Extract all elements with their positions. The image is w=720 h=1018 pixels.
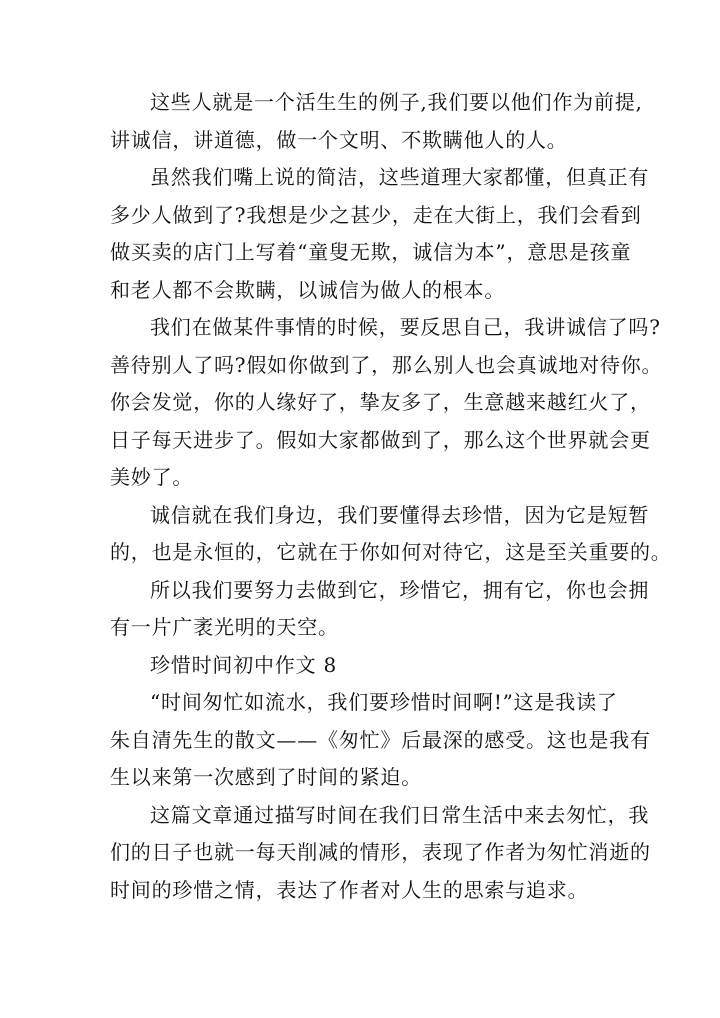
text-line: 时间的珍惜之情，表达了作者对人生的思索与追求。 bbox=[110, 877, 589, 902]
text-line: 的，也是永恒的，它就在于你如何对待它，这是至关重要的。 bbox=[110, 540, 672, 564]
text-line: 虽然我们嘴上说的简洁，这些道理大家都懂，但真正有 bbox=[150, 165, 650, 189]
text-line: 朱自清先生的散文——《匆忙》后最深的感受。这也是我有 bbox=[110, 727, 651, 752]
text-line: 做买卖的店门上写着“童叟无欺，诚信为本”，意思是孩童 bbox=[110, 240, 632, 264]
text-line: 美妙了。 bbox=[110, 465, 194, 489]
section-heading: 珍惜时间初中作文 8 bbox=[150, 652, 338, 677]
document-body bbox=[110, 84, 672, 909]
text-line: 善待别人了吗?假如你做到了，那么别人也会真诚地对待你。 bbox=[110, 352, 663, 377]
text-line: 这篇文章通过描写时间在我们日常生活中来去匆忙，我 bbox=[150, 802, 650, 827]
text-line: 所以我们要努力去做到它，珍惜它，拥有它，你也会拥 bbox=[150, 577, 650, 602]
text-line: 和老人都不会欺瞒，以诚信为做人的根本。 bbox=[110, 277, 506, 302]
text-line: “时间匆忙如流水，我们要珍惜时间啊!”这是我读了 bbox=[150, 690, 618, 714]
text-line: 这些人就是一个活生生的例子,我们要以他们作为前提, bbox=[150, 90, 643, 114]
text-line: 我们在做某件事情的时候，要反思自己，我讲诚信了吗? bbox=[150, 315, 661, 339]
text-line: 生以来第一次感到了时间的紧迫。 bbox=[110, 765, 422, 789]
text-line: 诚信就在我们身边，我们要懂得去珍惜，因为它是短暂 bbox=[150, 502, 650, 527]
text-line: 你会发觉，你的人缘好了，挚友多了，生意越来越红火了， bbox=[110, 390, 651, 414]
text-line: 讲诚信，讲道德，做一个文明、不欺瞒他人的人。 bbox=[110, 127, 568, 152]
text-line: 有一片广袤光明的天空。 bbox=[110, 615, 339, 639]
text-line: 们的日子也就一每天削减的情形，表现了作者为匆忙消逝的 bbox=[110, 840, 651, 864]
text-line: 日子每天进步了。假如大家都做到了，那么这个世界就会更 bbox=[110, 427, 651, 452]
text-line: 多少人做到了?我想是少之甚少，走在大街上，我们会看到 bbox=[110, 202, 642, 227]
